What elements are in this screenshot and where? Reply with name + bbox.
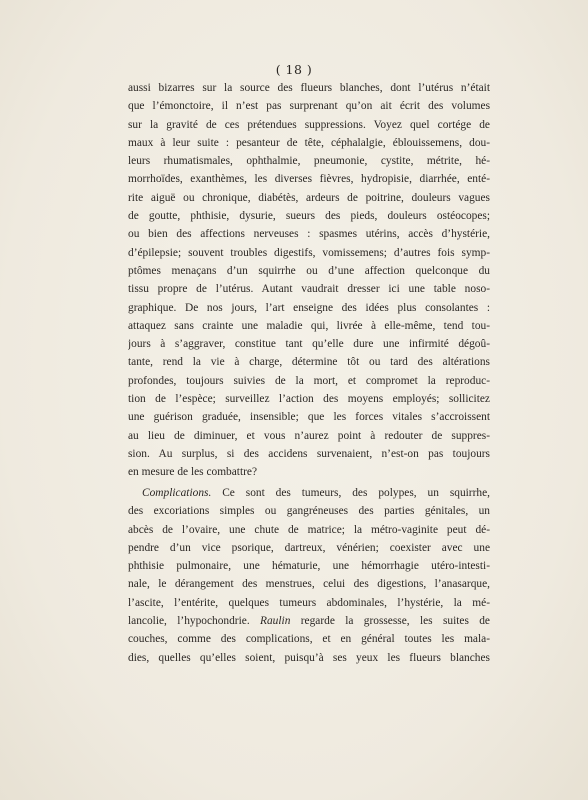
text-fragment: lancolie, l’hypochondrie. [128, 615, 250, 628]
page-number: ( 18 ) [275, 62, 313, 77]
text-line: aussi bizarres sur la source des flueurs blanches, dont l’utérus n’était [128, 82, 490, 94]
text-line: en mesure de les combattre? [128, 466, 258, 479]
text-line: de goutte, phthisie, dysurie, sueurs des pieds, douleurs ostéocopes; [128, 210, 490, 223]
text-fragment: Ce sont des tumeurs, des polypes, un squirrhe, [211, 487, 490, 499]
section-term: Complications. [142, 487, 212, 499]
text-line: attaquez sans crainte une maladie qui, livrée à elle-même, tend tou- [128, 319, 490, 332]
text-line: sion. Au surplus, si des accidens survenaient, n’est-on pas toujours [128, 447, 490, 460]
text-line: phthisie pulmonaire, une hématurie, une hémorrhagie utéro-intesti- [128, 560, 490, 573]
text-line: tissu propre de l’utérus. Autant vaudrait dresser ici une table noso- [128, 283, 490, 296]
text-line: sur la gravité de ces prétendues suppressions. Voyez quel cortége de [128, 118, 490, 131]
text-line: morrhoïdes, exanthèmes, les diverses fièvres, hydropisie, diarrhée, enté- [128, 173, 490, 186]
text-line: profondes, toujours suivies de la mort, et compromet la reproduc- [128, 374, 490, 387]
text-line [128, 612, 490, 630]
text-fragment: regarde la grossesse, les suites de [290, 615, 490, 628]
text-line: abcès de l’ovaire, une chute de matrice; la métro-vaginite peut dé- [128, 523, 490, 536]
text-line: que l’émonctoire, il n’est pas surprenant qu’on ait écrit des volumes [128, 100, 490, 113]
text-line: tion de l’espèce; surveillez l’action des moyens employés; sollicitez [128, 393, 490, 406]
text-line: dies, quelles qu’elles soient, puisqu’à ses yeux les flueurs blanches [128, 651, 490, 664]
text-line: des excoriations simples ou gangréneuses des parties génitales, un [128, 505, 490, 518]
text-line: une guérison graduée, insensible; que les forces vitales s’accroissent [128, 411, 490, 424]
text-line: couches, comme des complications, et en général toutes les mala- [128, 633, 490, 646]
text-line: maux à leur suite : pesanteur de tête, céphalalgie, éblouissemens, dou- [128, 136, 490, 149]
text-line: pendre d’un vice psorique, dartreux, vénérien; coexister avec une [128, 541, 490, 554]
text-line: jours à s’aggraver, constitue tant qu’elle dure une infirmité dégoû- [128, 338, 490, 351]
text-line: rite aiguë ou chronique, diabétès, ardeurs de poitrine, douleurs vagues [128, 191, 490, 204]
paragraph-flueurs-blanches [128, 79, 490, 482]
text-line: au lieu de diminuer, et vous n’aurez point à redouter de suppres- [128, 429, 490, 442]
text-line: ptômes menaçans d’un squirrhe ou d’une affection quelconque du [128, 264, 490, 277]
author-name: Raulin [260, 615, 291, 628]
text-line: l’ascite, l’entérite, quelques tumeurs abdominales, l’hystérie, la mé- [128, 596, 490, 609]
text-line: nale, le dérangement des menstrues, celui des digestions, l’anasarque, [128, 578, 490, 591]
text-line: d’épilepsie; souvent troubles digestifs, vomissemens; d’autres fois symp- [128, 246, 490, 259]
text-line [128, 484, 490, 502]
text-line: ou bien des affections nerveuses : spasmes utérins, accès d’hystérie, [128, 228, 490, 241]
text-line: leurs rhumatismales, ophthalmie, pneumonie, cystite, métrite, hé- [128, 155, 490, 168]
paragraph-complications [128, 484, 490, 667]
text-line: graphique. De nos jours, l’art enseigne des idées plus consolantes : [128, 301, 490, 314]
text-line: tante, rend la vie à charge, détermine tôt ou tard des altérations [128, 356, 490, 369]
